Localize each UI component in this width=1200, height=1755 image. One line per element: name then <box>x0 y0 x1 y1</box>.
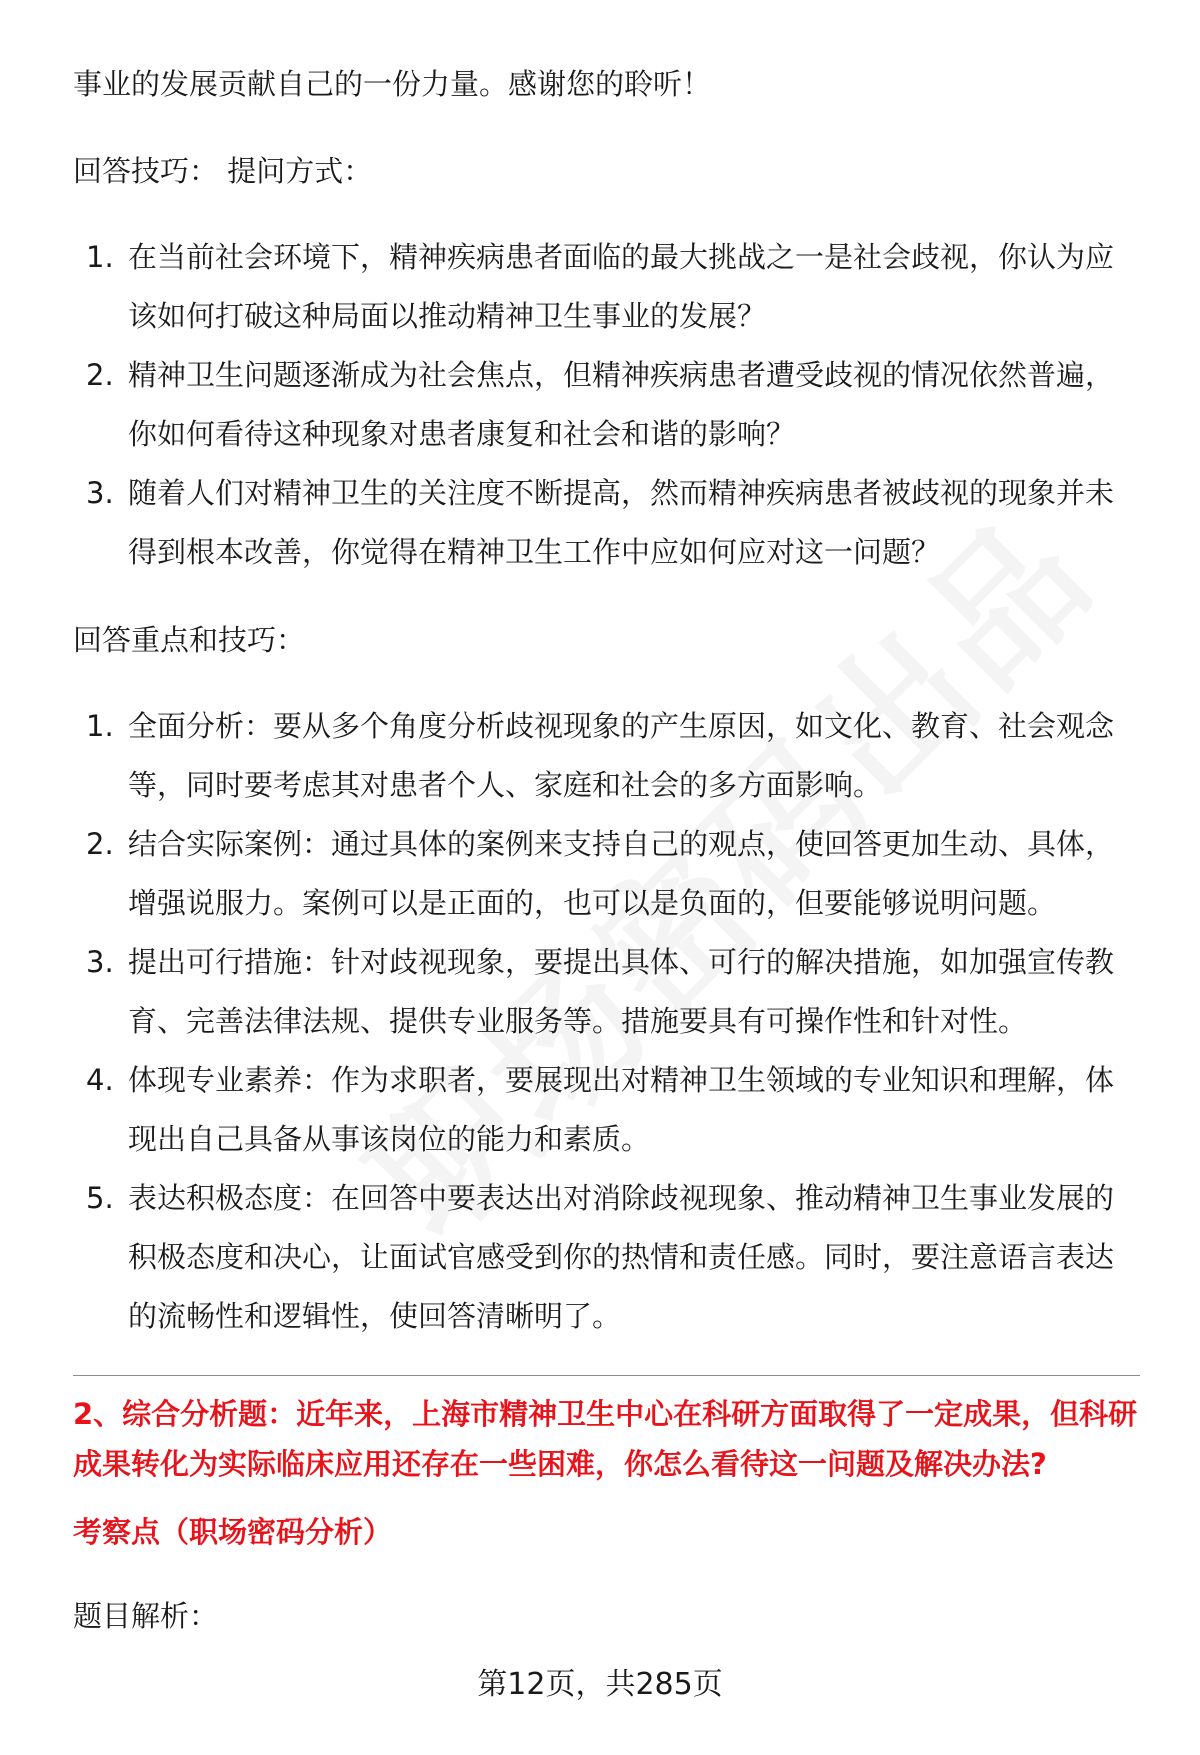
list-text: 精神卫生问题逐渐成为社会焦点，但精神疾病患者遭受歧视的情况依然普遍，你如何看待这种现象对患者康复和社会和谐的影响？ <box>128 358 1115 451</box>
list-text: 随着人们对精神卫生的关注度不断提高，然而精神疾病患者被歧视的现象并未得到根本改善，你觉得在精神卫生工作中应如何应对这一问题？ <box>128 476 1115 569</box>
list-item <box>73 815 1140 933</box>
list-number: 4. <box>86 1063 114 1097</box>
analysis-heading: 题目解析： <box>73 1599 219 1633</box>
intro-line: 事业的发展贡献自己的一份力量。感谢您的聆听！ <box>73 67 712 101</box>
list-text: 提出可行措施：针对歧视现象，要提出具体、可行的解决措施，如加强宣传教育、完善法律法规、提供专业服务等。措施要具有可操作性和针对性。 <box>128 945 1115 1038</box>
list-text: 表达积极态度：在回答中要表达出对消除歧视现象、推动精神卫生事业发展的积极态度和决心，让面试官感受到你的热情和责任感。同时，要注意语言表达的流畅性和逻辑性，使回答清晰明了。 <box>128 1181 1115 1333</box>
list-item <box>73 228 1140 346</box>
list-number: 3. <box>86 476 114 510</box>
question-title: 2、综合分析题：近年来，上海市精神卫生中心在科研方面取得了一定成果，但科研成果转化为实际临床应用还存在一些困难，你怎么看待这一问题及解决办法? <box>73 1397 1138 1481</box>
list-item <box>73 464 1140 582</box>
list-item <box>73 933 1140 1051</box>
list-text: 结合实际案例：通过具体的案例来支持自己的观点，使回答更加生动、具体，增强说服力。案例可以是正面的，也可以是负面的，但要能够说明问题。 <box>128 827 1115 920</box>
list-number: 1. <box>86 709 114 743</box>
document-page <box>73 55 1140 1641</box>
tips-heading: 回答重点和技巧： <box>73 623 306 657</box>
list-text: 全面分析：要从多个角度分析歧视现象的产生原因，如文化、教育、社会观念等，同时要考虑其对患者个人、家庭和社会的多方面影响。 <box>128 709 1115 802</box>
section-divider <box>73 1375 1140 1376</box>
list-number: 2. <box>86 827 114 861</box>
list-number: 2. <box>86 358 114 392</box>
ask-list <box>73 228 1140 582</box>
page-number: 第12页，共285页 <box>477 1667 723 1702</box>
list-text: 体现专业素养：作为求职者，要展现出对精神卫生领域的专业知识和理解，体现出自己具备从事该岗位的能力和素质。 <box>128 1063 1115 1156</box>
exam-point-heading: 考察点（职场密码分析） <box>73 1515 393 1549</box>
list-text: 在当前社会环境下，精神疾病患者面临的最大挑战之一是社会歧视，你认为应该如何打破这种局面以推动精神卫生事业的发展？ <box>128 240 1115 333</box>
list-number: 1. <box>86 240 114 274</box>
list-number: 3. <box>86 945 114 979</box>
list-item <box>73 697 1140 815</box>
list-item <box>73 346 1140 464</box>
tips-list <box>73 697 1140 1346</box>
list-item <box>73 1169 1140 1346</box>
ask-heading: 回答技巧： 提问方式： <box>73 154 373 188</box>
list-number: 5. <box>86 1181 114 1215</box>
list-item <box>73 1051 1140 1169</box>
